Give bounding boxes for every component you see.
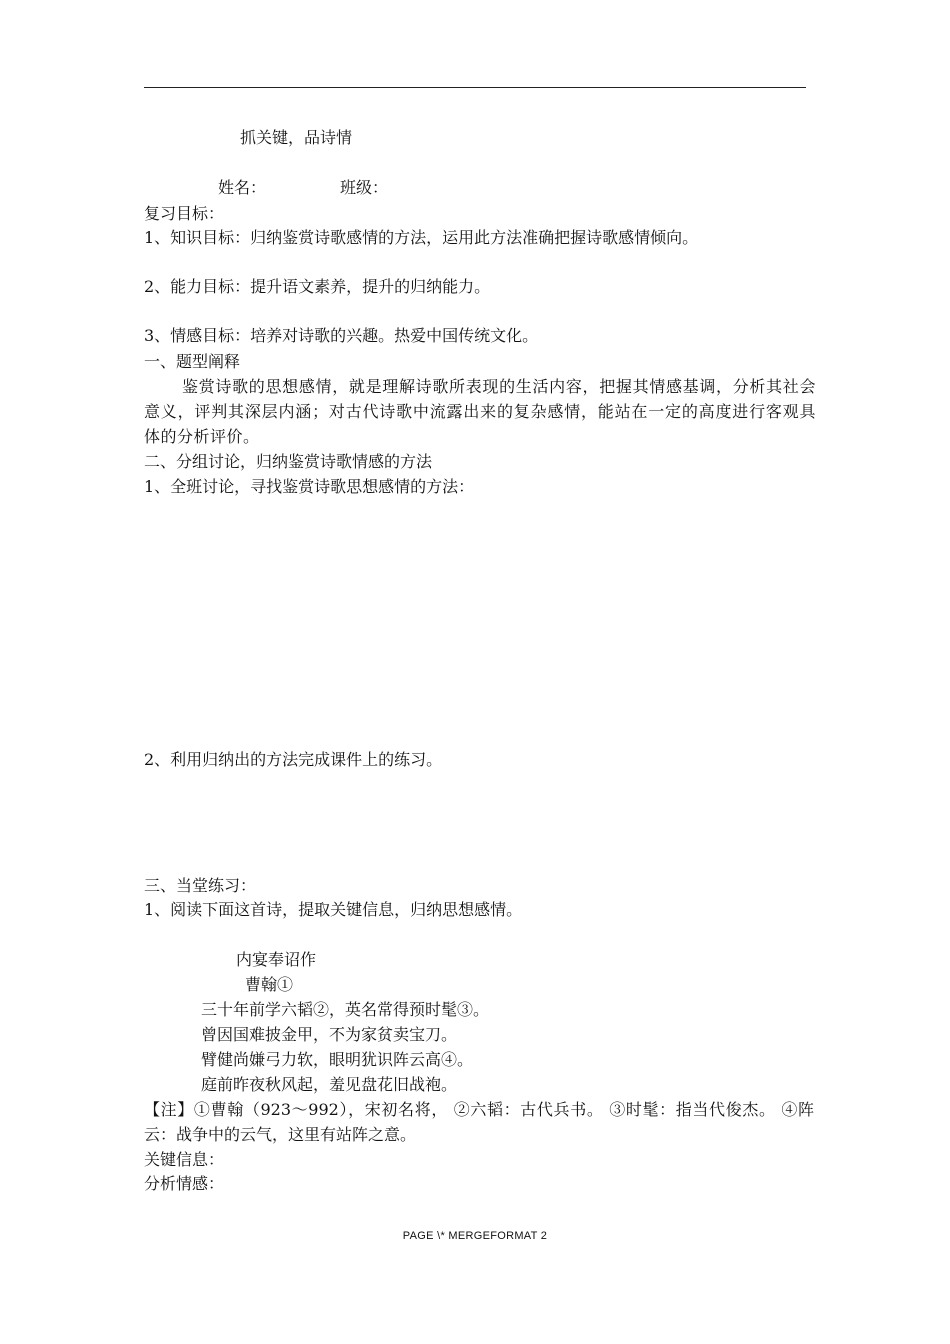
section1-paragraph: 鉴赏诗歌的思想感情，就是理解诗歌所表现的生活内容，把握其情感基调，分析其社会意义，评判其深层内涵；对古代诗歌中流露出来的复杂感情，能站在一定的高度进行客观具体的分析评价。 (144, 377, 816, 446)
objective-knowledge: 1、知识目标：归纳鉴赏诗歌感情的方法，运用此方法准确把握诗歌感情倾向。 (144, 228, 699, 247)
poem-title: 内宴奉诏作 (236, 950, 317, 969)
name-label: 姓名： (218, 178, 267, 197)
section2-task1: 1、全班讨论，寻找鉴赏诗歌思想感情的方法： (144, 477, 475, 496)
poem-line: 庭前昨夜秋风起，羞见盘花旧战袍。 (201, 1075, 458, 1094)
student-info-row (218, 178, 388, 198)
section3-task1: 1、阅读下面这首诗，提取关键信息，归纳思想感情。 (144, 900, 523, 919)
section2-task2: 2、利用归纳出的方法完成课件上的练习。 (144, 750, 443, 769)
objective-emotion: 3、情感目标：培养对诗歌的兴趣。热爱中国传统文化。 (144, 326, 539, 345)
section2-heading: 二、分组讨论，归纳鉴赏诗歌情感的方法 (144, 452, 433, 471)
poem-line: 三十年前学六韬②，英名常得预时髦③。 (201, 1000, 490, 1019)
section3-heading: 三、当堂练习： (144, 876, 257, 895)
document-title: 抓关键，品诗情 (240, 128, 353, 147)
poem-author: 曹翰① (245, 975, 294, 994)
key-info-label: 关键信息： (144, 1150, 225, 1169)
objectives-heading: 复习目标： (144, 204, 225, 223)
section1-heading: 一、题型阐释 (144, 352, 241, 371)
page-number-field: PAGE \* MERGEFORMAT 2 (402, 1230, 548, 1242)
header-rule (144, 87, 806, 88)
poem-line: 曾因国难披金甲，不为家贫卖宝刀。 (201, 1025, 458, 1044)
poem-note: 【注】①曹翰（923～992），宋初名将， ②六韬：古代兵书。 ③时髦：指当代俊杰。 ④阵云：战争中的云气，这里有站阵之意。 (144, 1100, 814, 1144)
analysis-label: 分析情感： (144, 1174, 225, 1193)
poem-line: 臂健尚嫌弓力软，眼明犹识阵云高④。 (201, 1050, 474, 1069)
class-label: 班级： (340, 178, 389, 197)
objective-ability: 2、能力目标：提升语文素养，提升的归纳能力。 (144, 277, 491, 296)
